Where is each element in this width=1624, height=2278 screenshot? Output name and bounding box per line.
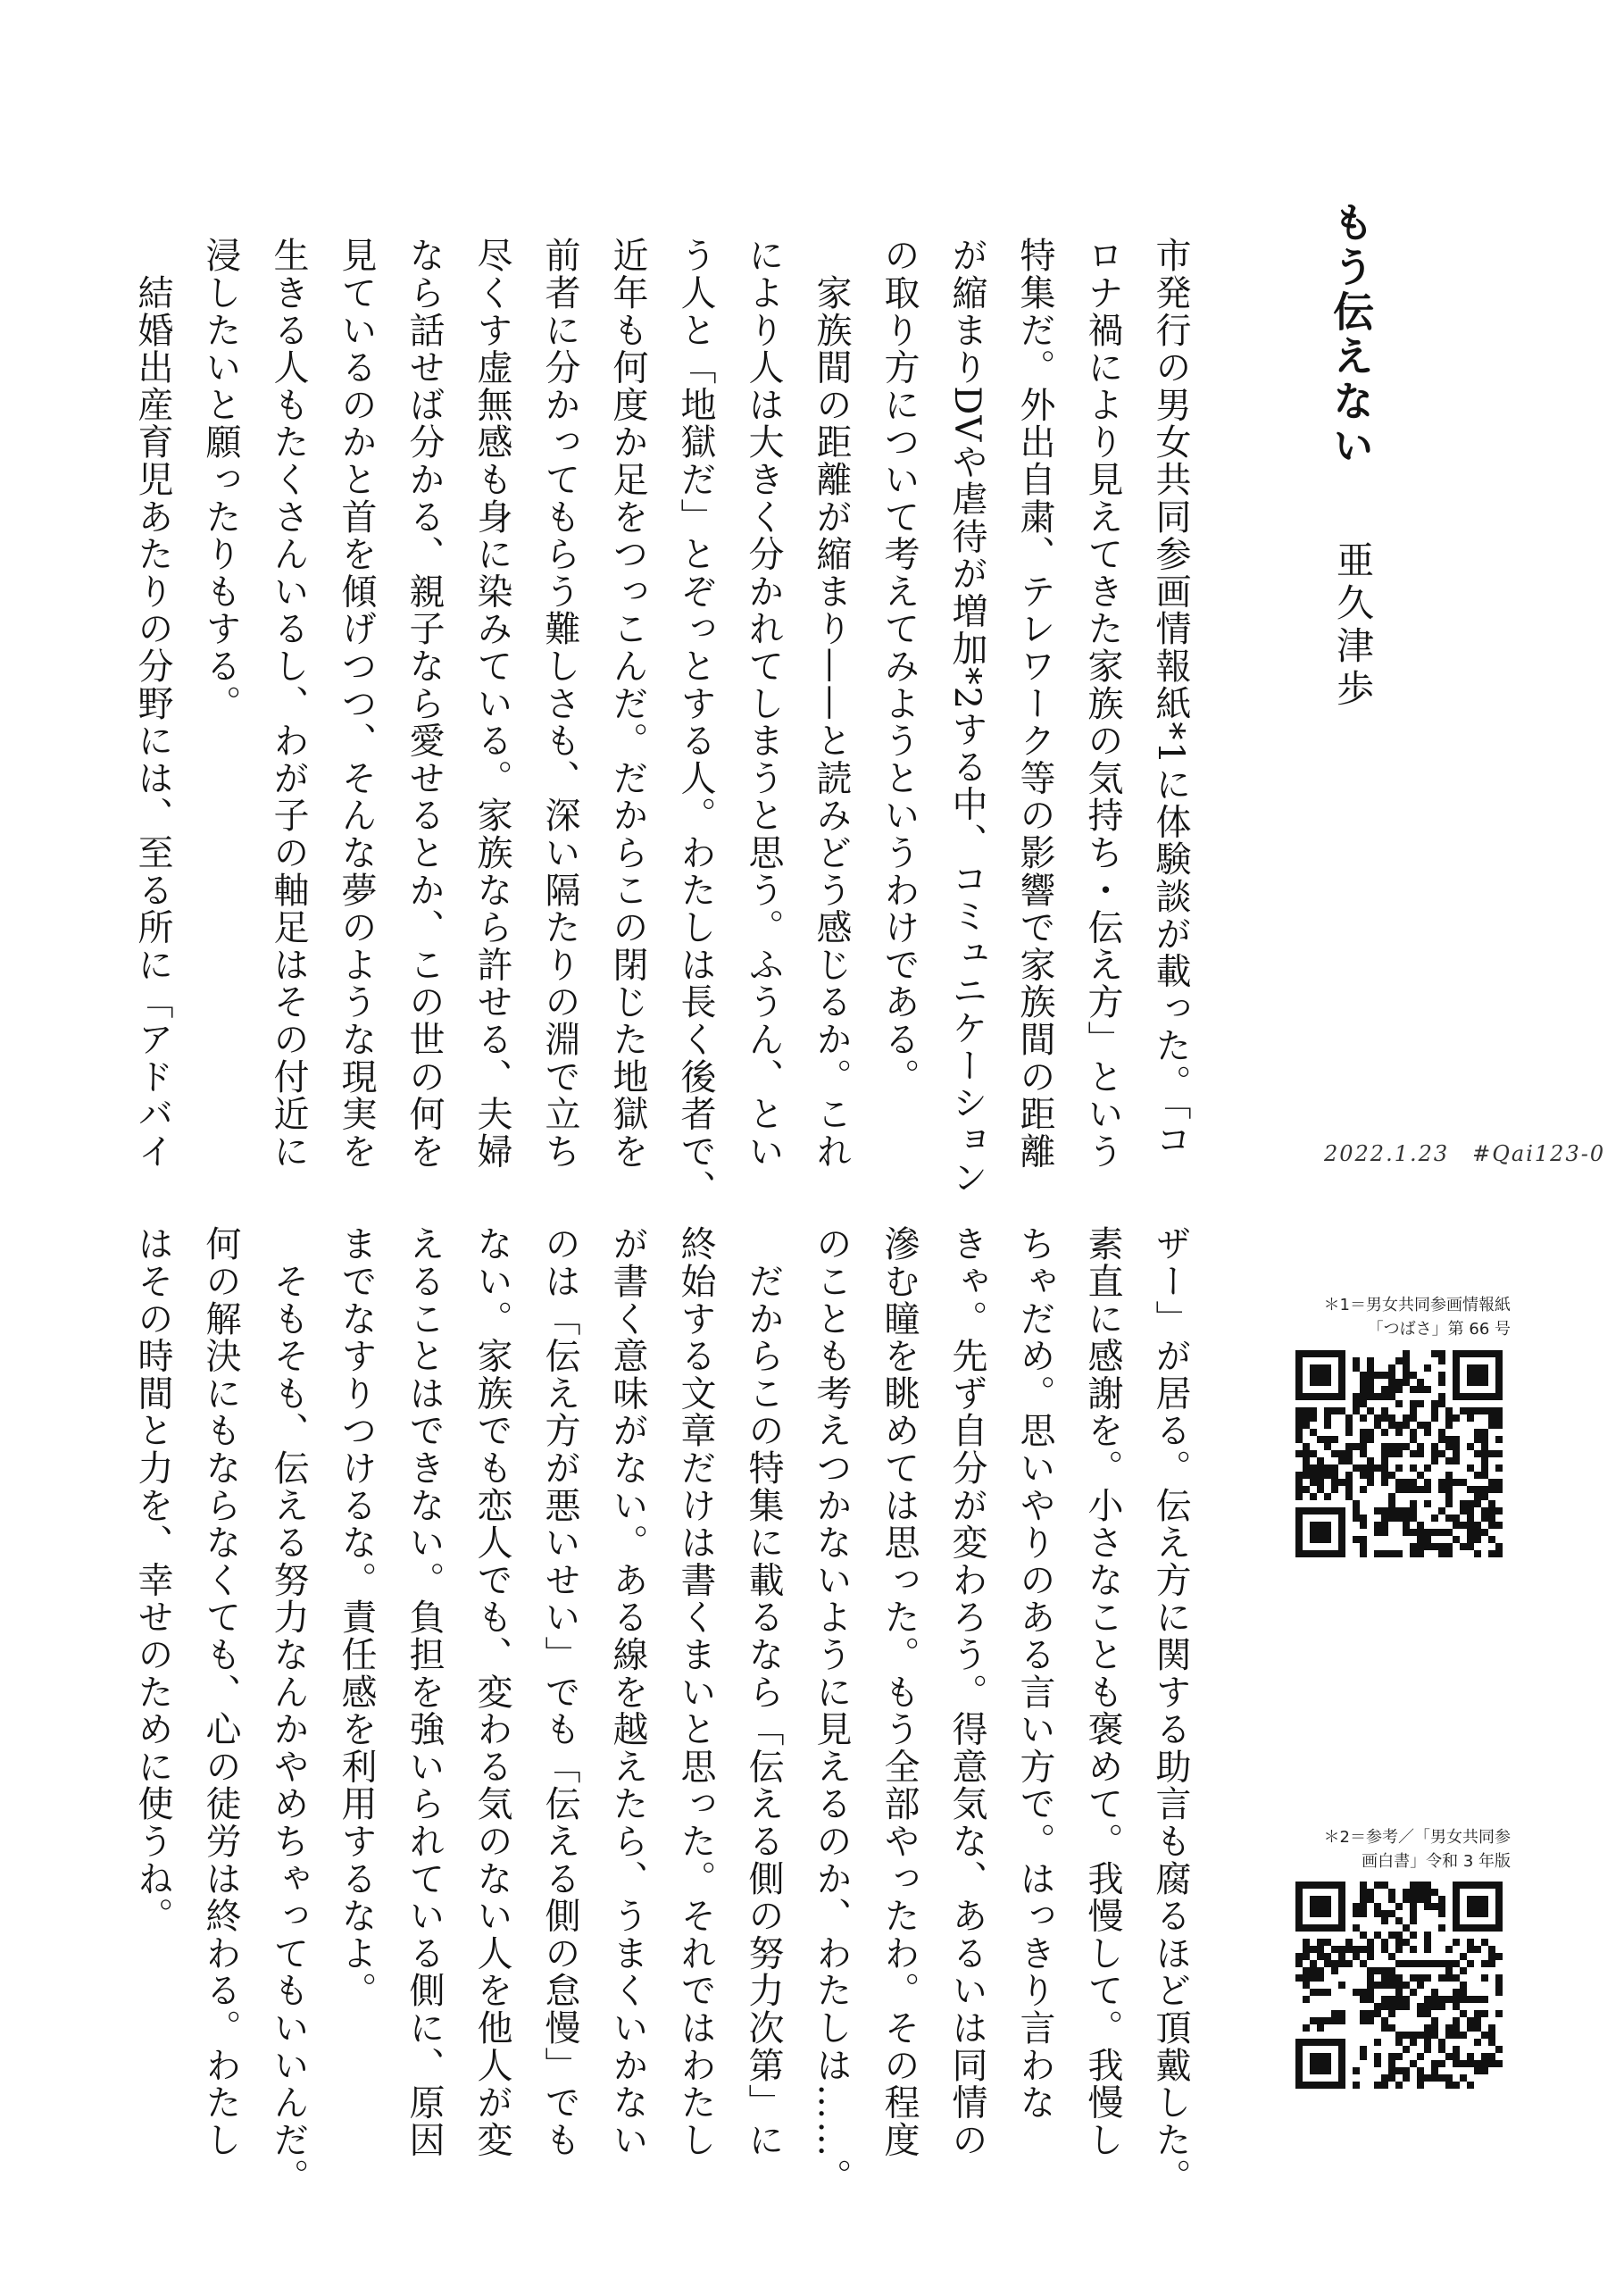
qr-code-icon[interactable] — [1295, 1350, 1503, 1557]
essay-title: もう伝えない — [1327, 201, 1375, 469]
body-line: そもそも、伝える努力なんかやめちゃってもいいんだ。 — [268, 1225, 309, 2196]
footnote-2-line: 画白書」令和 3 年版 — [1362, 1852, 1511, 1871]
body-line: きゃ。先ず自分が変わろう。得意気な、あるいは同情の — [946, 1225, 987, 2158]
body-line: 終始する文章だけは書くまいと思った。それではわたし — [675, 1225, 716, 2158]
body-line: 尽くす虚無感も身に染みている。家族なら許せる、夫婦 — [471, 237, 512, 1170]
body-line: だからこの特集に載るなら「伝える側の努力次第」に — [743, 1225, 784, 2158]
footnote-2-line: ＊2＝参考／「男女共同参 — [1323, 1828, 1511, 1847]
body-line: ちゃだめ。思いやりのある言い方で。はっきり言わな — [1014, 1225, 1055, 2122]
body-line: なら話せば分かる、親子なら愛せるとか、この世の何を — [404, 237, 445, 1170]
body-line: が書く意味がない。ある線を越えたら、うまくいかない — [607, 1225, 648, 2158]
body-line: により人は大きく分かれてしまうと思う。ふうん、とい — [743, 237, 784, 1170]
essay-body-lower — [132, 1225, 1204, 2196]
body-line: 浸したいと願ったりもする。 — [200, 237, 241, 722]
body-line: 結婚出産育児あたりの分野には、至る所に「アドバイ — [132, 237, 173, 1170]
body-line: のは「伝え方が悪いせい」でも「伝える側の怠慢」でも — [539, 1225, 580, 2158]
body-line: 滲む瞳を眺めては思った。もう全部やったわ。その程度 — [879, 1225, 920, 2158]
date-hashtag-stamp: 2022.1.23 #Qai123-0 — [1324, 1141, 1606, 1166]
essay-body-upper — [132, 237, 1204, 1207]
body-line: までなすりつけるな。責任感を利用するなよ。 — [336, 1225, 377, 2009]
footnote-1-line: ＊1＝男女共同参画情報紙 — [1323, 1296, 1511, 1314]
body-line: はその時間と力を、幸せのために使うね。 — [132, 1225, 173, 1935]
body-line: ザー」が居る。伝え方に関する助言も腐るほど頂戴した。 — [1150, 1225, 1191, 2196]
body-line: 生きる人もたくさんいるし、わが子の軸足はその付近に — [268, 237, 309, 1170]
body-line: のことも考えつかないように見えるのか、わたしは……。 — [811, 1225, 852, 2196]
body-line: 素直に感謝を。小さなことも褒めて。我慢して。我慢し — [1082, 1225, 1123, 2158]
footnote-1-line: 「つばさ」第 66 号 — [1367, 1320, 1511, 1339]
body-line: が縮まりDVや虐待が増加*2する中、コミュニケーション — [946, 237, 987, 1197]
body-line: の取り方について考えてみようというわけである。 — [879, 237, 920, 1096]
author-name: 亜久津歩 — [1331, 540, 1375, 712]
body-line: 市発行の男女共同参画情報紙*1に体験談が載った。「コ — [1150, 237, 1191, 1159]
body-line: 特集だ。外出自粛、テレワーク等の影響で家族間の距離 — [1014, 237, 1055, 1170]
footnote-2 — [1271, 1825, 1511, 1873]
body-line: 近年も何度か足をつっこんだ。だからこの閉じた地獄を — [607, 237, 648, 1170]
body-line: 見ているのかと首を傾げつつ、そんな夢のような現実を — [336, 237, 377, 1170]
body-line: えることはできない。負担を強いられている側に、原因 — [404, 1225, 445, 2158]
footnote-1 — [1271, 1293, 1511, 1341]
body-line: ロナ禍により見えてきた家族の気持ち・伝え方」という — [1082, 237, 1123, 1170]
body-line: 何の解決にもならなくても、心の徒労は終わる。わたし — [200, 1225, 241, 2158]
qr-code-icon[interactable] — [1295, 1882, 1503, 2089]
body-line: う人と「地獄だ」とぞっとする人。わたしは長く後者で、 — [675, 237, 716, 1207]
body-line: ない。家族でも恋人でも、変わる気のない人を他人が変 — [471, 1225, 512, 2158]
body-line: 前者に分かってもらう難しさも、深い隔たりの淵で立ち — [539, 237, 580, 1170]
body-line: 家族間の距離が縮まり——と読みどう感じるか。これ — [811, 237, 852, 1170]
